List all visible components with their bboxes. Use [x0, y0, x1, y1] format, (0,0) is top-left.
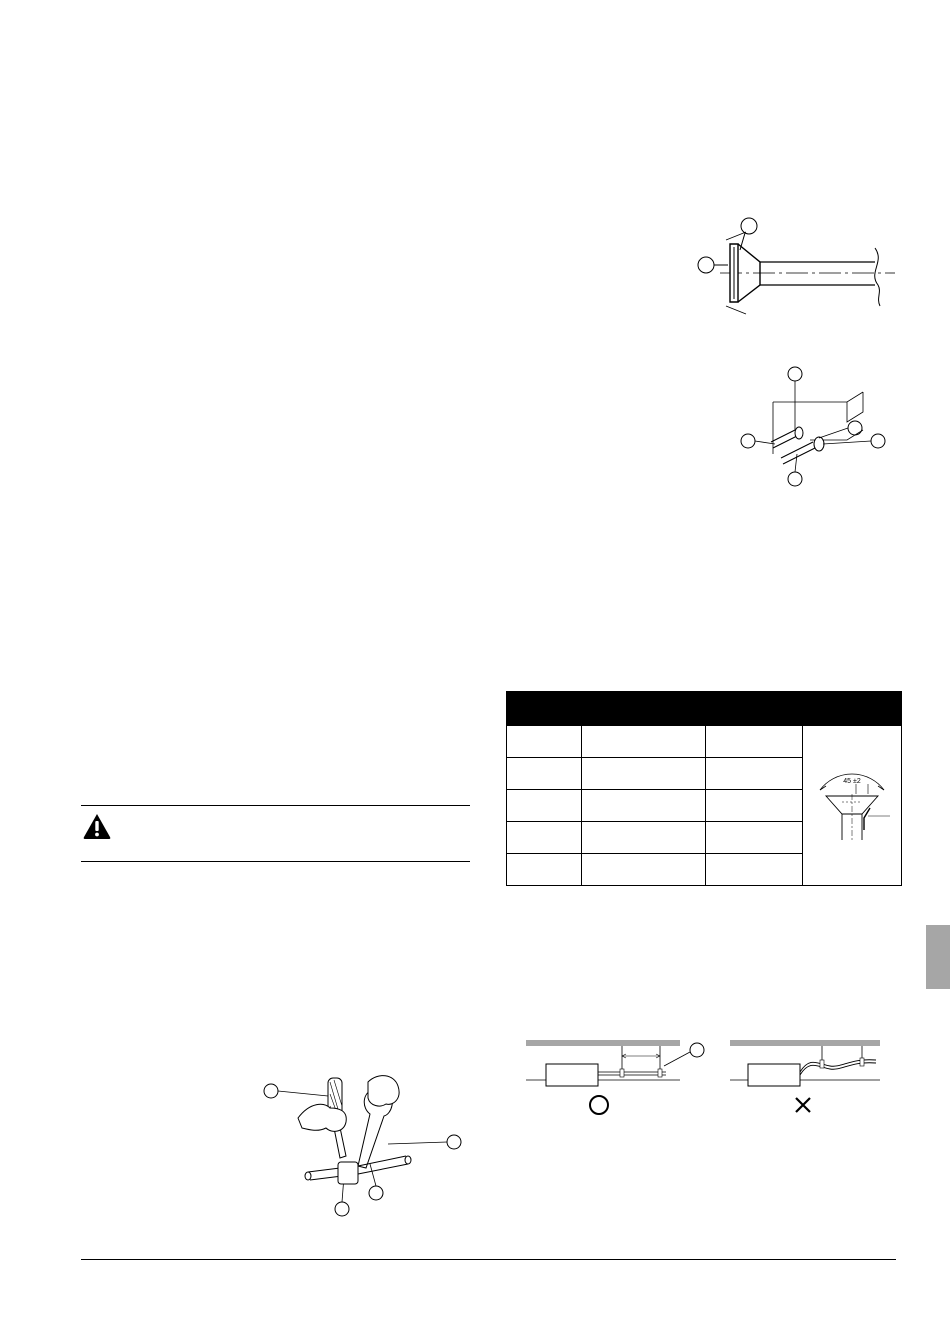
table-header-cell: [706, 692, 803, 726]
table-cell: [507, 726, 582, 758]
callout-circle-right-upper: [848, 421, 862, 435]
table-cell: [706, 758, 803, 790]
footer-rule: [81, 1259, 896, 1260]
pipe-connection-figure: [735, 362, 895, 490]
callout-circle-left: [741, 434, 755, 448]
table-header-row: [507, 692, 902, 726]
table-cell: [582, 790, 706, 822]
callout-circle-bottom: [788, 472, 802, 486]
table-cell: [706, 822, 803, 854]
callout-circle-top: [788, 367, 802, 381]
callout-circle-flare-nut: [335, 1202, 349, 1216]
flare-pipe-figure: [690, 210, 900, 320]
pipe-support-incorrect-figure: [730, 1036, 886, 1120]
warning-top-rule: [81, 805, 470, 806]
table-header-cell: [582, 692, 706, 726]
ceiling-bar: [526, 1040, 680, 1046]
ceiling-bar: [730, 1040, 880, 1046]
table-cell: [706, 854, 803, 886]
correct-symbol-icon: [590, 1096, 608, 1114]
table-cell: [582, 726, 706, 758]
callout-circle-1: [741, 218, 757, 234]
flare-angle-figure-cell: [803, 726, 902, 886]
table-cell: [706, 726, 803, 758]
table-cell: [507, 822, 582, 854]
table-header-cell: [803, 692, 902, 726]
table-cell: [582, 854, 706, 886]
warning-bottom-rule: [81, 861, 470, 862]
flare-angle-label: 45 ±2: [843, 778, 861, 785]
table-cell: [706, 790, 803, 822]
incorrect-symbol-icon: [796, 1098, 810, 1112]
callout-circle-support: [690, 1043, 704, 1057]
table-cell: [582, 758, 706, 790]
callout-circle-torque-wrench: [264, 1084, 278, 1098]
table-cell: [507, 790, 582, 822]
flare-angle-figure: [812, 764, 892, 844]
table-cell: [582, 822, 706, 854]
table-header-cell: [507, 692, 582, 726]
pipe-support-correct-figure: [526, 1036, 712, 1120]
wrench-tightening-figure: [258, 1072, 468, 1218]
table-cell: [507, 758, 582, 790]
callout-circle-2: [698, 257, 714, 273]
callout-circle-right: [871, 434, 885, 448]
table-cell: [507, 854, 582, 886]
callout-circle-union: [369, 1186, 383, 1200]
callout-circle-spanner: [447, 1135, 461, 1149]
flare-dimension-table: [506, 691, 902, 886]
warning-triangle-icon: [82, 812, 112, 840]
table-row: [507, 726, 902, 758]
section-side-tab: [926, 925, 950, 989]
